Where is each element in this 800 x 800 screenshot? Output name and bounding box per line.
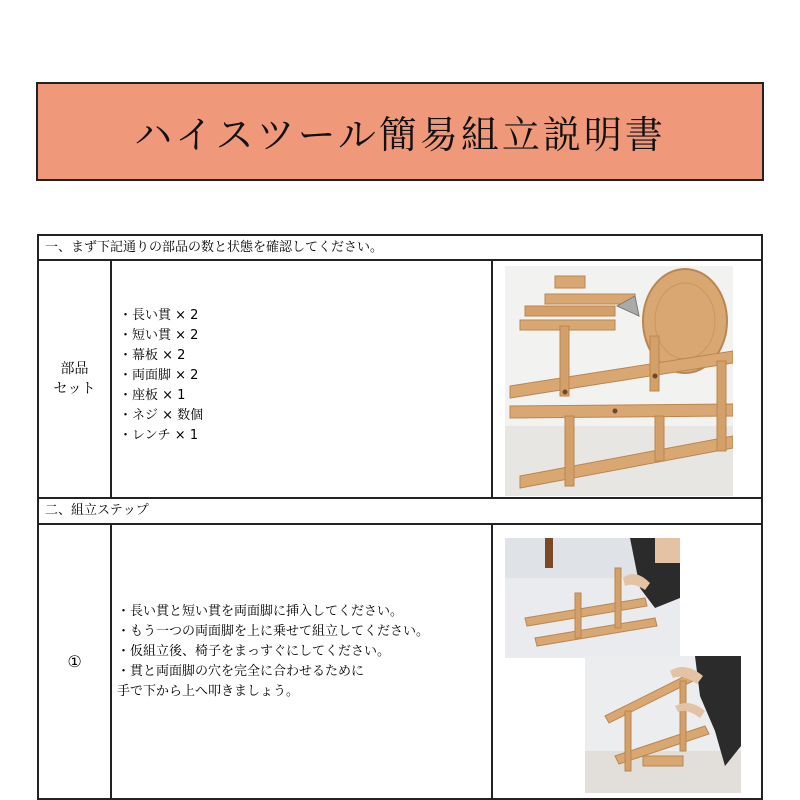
divider xyxy=(39,259,761,261)
divider xyxy=(39,523,761,525)
step-instructions xyxy=(117,602,429,702)
list-item: ・レンチ × 1 xyxy=(119,428,199,443)
list-item: ・短い貫 × 2 xyxy=(119,328,199,343)
step-photo xyxy=(505,538,680,658)
parts-list xyxy=(119,306,203,446)
instruction-table xyxy=(37,234,763,800)
list-item: ・貫と両面脚の穴を完全に合わせるために xyxy=(117,664,365,679)
list-item: ・もう一つの両面脚を上に乗せて組立してください。 xyxy=(117,624,430,639)
title-banner xyxy=(36,82,764,181)
step-number: ① xyxy=(67,651,82,671)
step-photo xyxy=(585,656,741,793)
list-item: ・ネジ × 数個 xyxy=(119,408,204,423)
parts-label-line1: 部品 xyxy=(60,361,89,377)
divider xyxy=(491,261,493,497)
list-item: ・仮組立後、椅子をまっすぐにしてください。 xyxy=(117,644,391,659)
list-item: ・幕板 × 2 xyxy=(119,348,186,363)
list-item: ・座板 × 1 xyxy=(119,388,186,403)
list-item: ・長い貫と短い貫を両面脚に挿入してください。 xyxy=(117,604,404,619)
divider xyxy=(110,261,112,497)
section1-heading: 一、まず下記通りの部品の数と状態を確認してください。 xyxy=(45,240,384,255)
page-title: ハイスツール簡易組立説明書 xyxy=(134,113,666,157)
section2-heading: 二、組立ステップ xyxy=(45,503,149,518)
parts-label xyxy=(39,261,110,497)
parts-photo xyxy=(505,266,733,496)
list-item: 手で下から上へ叩きましょう。 xyxy=(117,684,300,699)
parts-label-line2: セット xyxy=(53,381,96,397)
divider xyxy=(491,525,493,798)
list-item: ・長い貫 × 2 xyxy=(119,308,199,323)
list-item: ・両面脚 × 2 xyxy=(119,368,199,383)
divider xyxy=(110,525,112,798)
